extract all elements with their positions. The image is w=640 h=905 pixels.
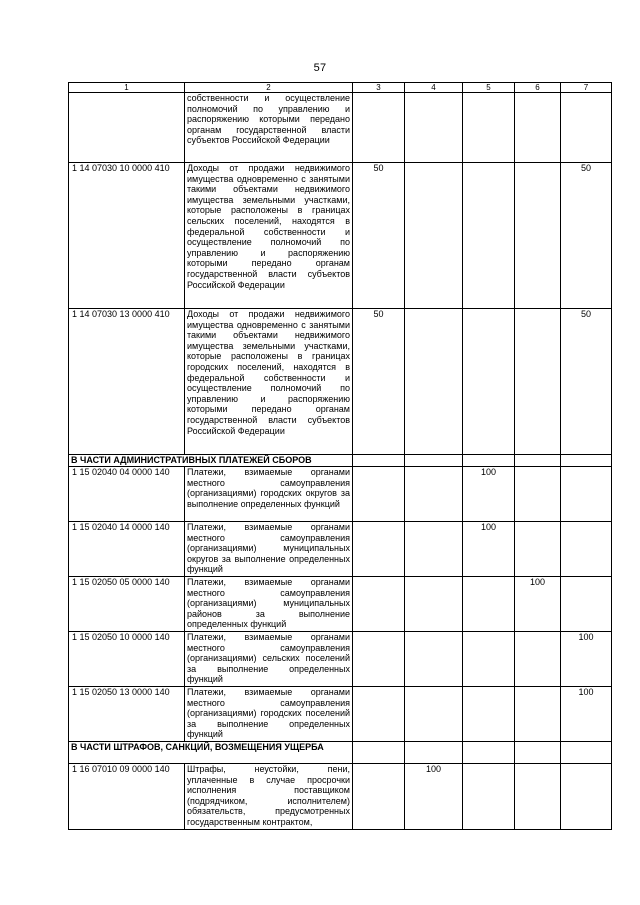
value-cell-c5 xyxy=(463,93,515,163)
value-cell-c3 xyxy=(353,522,405,577)
empty-cell xyxy=(561,742,612,764)
value-cell-c6 xyxy=(515,467,561,522)
value-cell-c6 xyxy=(515,522,561,577)
value-cell-c4 xyxy=(405,163,463,309)
budget-table xyxy=(68,82,612,830)
value-cell-c3 xyxy=(353,687,405,742)
value-cell-c4 xyxy=(405,309,463,455)
value-cell-c7: 100 xyxy=(561,632,612,687)
table-header-row xyxy=(69,83,612,93)
table-row xyxy=(69,577,612,632)
value-cell-c4 xyxy=(405,577,463,632)
value-cell-c4: 100 xyxy=(405,764,463,830)
income-name-cell: собственности и осуществление полномочий по управлению и распоряжению которыми передано органам государственной власти субъектов Российской Федерации xyxy=(185,93,353,163)
table-row xyxy=(69,687,612,742)
value-cell-c4 xyxy=(405,467,463,522)
budget-code-cell: 1 15 02050 05 0000 140 xyxy=(69,577,185,632)
empty-cell xyxy=(561,455,612,467)
income-name-cell: Доходы от продажи недвижимого имущества одновременно с занятыми такими объектами недвижимого имущества земельными участками, которые расположены в границах городских поселений, находятся в федеральной собственности и осуществление полномочий по управлению и распоряжению которыми передано органам государственной власти субъектов Российской Федерации xyxy=(185,309,353,455)
column-header: 1 xyxy=(69,83,185,93)
value-cell-c4 xyxy=(405,93,463,163)
value-cell-c6 xyxy=(515,687,561,742)
section-title: В ЧАСТИ ШТРАФОВ, САНКЦИЙ, ВОЗМЕЩЕНИЯ УЩЕРБА xyxy=(69,742,353,764)
section-header-row xyxy=(69,742,612,764)
budget-code-cell xyxy=(69,93,185,163)
value-cell-c3: 50 xyxy=(353,309,405,455)
value-cell-c7 xyxy=(561,93,612,163)
section-title: В ЧАСТИ АДМИНИСТРАТИВНЫХ ПЛАТЕЖЕЙ СБОРОВ xyxy=(69,455,353,467)
value-cell-c5: 100 xyxy=(463,467,515,522)
income-name-cell: Доходы от продажи недвижимого имущества одновременно с занятыми такими объектами недвижимого имущества земельными участками, которые расположены в границах сельских поселений, находятся в федеральной собственности и осуществление полномочий по управлению и распоряжению которыми передано органам государственной власти субъектов Российской Федерации xyxy=(185,163,353,309)
income-name-cell: Платежи, взимаемые органами местного самоуправления (организациями) муниципальных округов за выполнение определенных функций xyxy=(185,522,353,577)
table-row xyxy=(69,467,612,522)
column-header: 6 xyxy=(515,83,561,93)
value-cell-c6 xyxy=(515,309,561,455)
column-header: 2 xyxy=(185,83,353,93)
value-cell-c7 xyxy=(561,467,612,522)
value-cell-c5 xyxy=(463,309,515,455)
empty-cell xyxy=(405,455,463,467)
value-cell-c5 xyxy=(463,687,515,742)
value-cell-c7: 50 xyxy=(561,309,612,455)
income-name-cell: Платежи, взимаемые органами местного самоуправления (организациями) городских поселений за выполнение определенных функций xyxy=(185,687,353,742)
budget-code-cell: 1 14 07030 13 0000 410 xyxy=(69,309,185,455)
budget-code-cell: 1 15 02040 14 0000 140 xyxy=(69,522,185,577)
budget-code-cell: 1 16 07010 09 0000 140 xyxy=(69,764,185,830)
table-row xyxy=(69,309,612,455)
value-cell-c6 xyxy=(515,163,561,309)
value-cell-c5 xyxy=(463,163,515,309)
value-cell-c3: 50 xyxy=(353,163,405,309)
income-name-cell: Платежи, взимаемые органами местного самоуправления (организациями) муниципальных районов за выполнение определенных функций xyxy=(185,577,353,632)
value-cell-c6 xyxy=(515,632,561,687)
page-number: 57 xyxy=(313,62,327,74)
column-header: 4 xyxy=(405,83,463,93)
budget-code-cell: 1 15 02050 13 0000 140 xyxy=(69,687,185,742)
value-cell-c6: 100 xyxy=(515,577,561,632)
empty-cell xyxy=(353,455,405,467)
empty-cell xyxy=(353,742,405,764)
budget-code-cell: 1 15 02040 04 0000 140 xyxy=(69,467,185,522)
value-cell-c7: 100 xyxy=(561,687,612,742)
value-cell-c7 xyxy=(561,522,612,577)
value-cell-c5 xyxy=(463,632,515,687)
value-cell-c5 xyxy=(463,764,515,830)
table-row xyxy=(69,632,612,687)
value-cell-c3 xyxy=(353,764,405,830)
value-cell-c3 xyxy=(353,632,405,687)
value-cell-c6 xyxy=(515,764,561,830)
value-cell-c4 xyxy=(405,522,463,577)
column-header: 7 xyxy=(561,83,612,93)
budget-code-cell: 1 14 07030 10 0000 410 xyxy=(69,163,185,309)
empty-cell xyxy=(405,742,463,764)
value-cell-c5 xyxy=(463,577,515,632)
value-cell-c7 xyxy=(561,764,612,830)
income-name-cell: Платежи, взимаемые органами местного самоуправления (организациями) городских округов за выполнение определенных функций xyxy=(185,467,353,522)
value-cell-c5: 100 xyxy=(463,522,515,577)
value-cell-c3 xyxy=(353,467,405,522)
value-cell-c3 xyxy=(353,93,405,163)
value-cell-c4 xyxy=(405,687,463,742)
table-row xyxy=(69,764,612,830)
section-header-row xyxy=(69,455,612,467)
empty-cell xyxy=(463,455,515,467)
value-cell-c7: 50 xyxy=(561,163,612,309)
empty-cell xyxy=(515,455,561,467)
budget-code-cell: 1 15 02050 10 0000 140 xyxy=(69,632,185,687)
empty-cell xyxy=(463,742,515,764)
value-cell-c3 xyxy=(353,577,405,632)
table-row xyxy=(69,522,612,577)
income-name-cell: Платежи, взимаемые органами местного самоуправления (организациями) сельских поселений за выполнение определенных функций xyxy=(185,632,353,687)
table-row xyxy=(69,163,612,309)
table-row xyxy=(69,93,612,163)
column-header: 3 xyxy=(353,83,405,93)
value-cell-c7 xyxy=(561,577,612,632)
value-cell-c4 xyxy=(405,632,463,687)
column-header: 5 xyxy=(463,83,515,93)
income-name-cell: Штрафы, неустойки, пени, уплаченные в случае просрочки исполнения поставщиком (подрядчиком, исполнителем) обязательств, предусмотренных государственным контрактом, xyxy=(185,764,353,830)
empty-cell xyxy=(515,742,561,764)
value-cell-c6 xyxy=(515,93,561,163)
